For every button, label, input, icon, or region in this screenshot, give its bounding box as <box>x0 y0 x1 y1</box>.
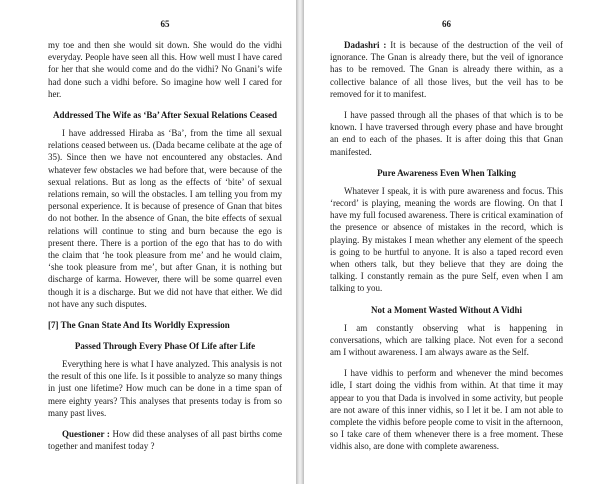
paragraph: my toe and then she would sit down. She would do the vidhi everyday. People have seen all this. How well must I have cared for her that she would come and do the vidhi? No Gnani’s wife had done such a vidhi before. So imagine how well I cared for her. <box>48 40 282 99</box>
paragraph: I have addressed Hiraba as ‘Ba’, from the time all sexual relations ceased between us. (Dada became celibate at the age of 35). Since then we have not encountered any obstacles. And whatever few obstacles we had before that, were because of the sexual relations. But as long as the effects of ‘bite’ of sexual relations remain, so will the obstacles. I am telling you from my personal experience. It is because of presence of Gnan that bites do not bother. In the absence of Gnan, the bite effects of sexual relations will continue to sting and burn because the ego is present there. There is a portion of the ego that has to do with the claim that ‘he took pleasure from me’ and he would claim, ‘she took pleasure from me’, but after Gnan, it is nothing but discharge of karma. However, there will be some quarrel even though it is a discharge. But we did not have that either. We did not have any such disputes. <box>48 128 282 309</box>
speaker-label: Dadashri : <box>344 40 387 50</box>
section-heading: Addressed The Wife as ‘Ba’ After Sexual Relations Ceased <box>52 110 277 121</box>
dialogue-paragraph <box>330 39 563 100</box>
paragraph: Whatever I speak, it is with pure awareness and focus. This ‘record’ is playing, meaning the words are flowing. On that I have my full focused awareness. There is critical examination of the presence or absence of mistakes in the record, which is playing. By mistakes I mean whether any element of the speech is going to be hurtful to anyone. It is also a taped record even when others talk, but they believe that they are doing the talking. I constantly remain as the pure Self, even when I am talking to you. <box>330 185 563 294</box>
dialogue-text: How did these analyses of all past births come together and manifest today ? <box>48 429 282 452</box>
paragraph: I have passed through all the phases of that which is to be known. I have traversed through every phase and have brought an end to each of the phases. It is after doing this that Gnan manifested. <box>330 110 563 157</box>
speaker-label: Questioner : <box>62 429 110 440</box>
section-heading: Pure Awareness Even When Talking <box>377 167 516 178</box>
page-number: 65 <box>160 19 170 29</box>
book-gutter <box>296 0 304 484</box>
paragraph: I have vidhis to perform and whenever the mind becomes idle, I start doing the vidhis from within. At that time it may appear to you that Dada is involved in some activity, but people are not aware of this inner vidhis, so I let it be. I am not able to complete the vidhis before people come to visit in the afternoon, so I take care of them whenever there is a free moment. These vidhis also, are done with complete awareness. <box>330 368 563 452</box>
left-page <box>0 0 296 484</box>
dialogue-paragraph <box>48 428 282 452</box>
dialogue-text: It is because of the destruction of the veil of ignorance. The Gnan is already there, but the veil of ignorance has to be removed. The Gnan is already there within, as a collective balance of all those lives, but the veil has to be removed for it to manifest. <box>330 40 563 99</box>
paragraph: Everything here is what I have analyzed. This analysis is not the result of this one life. Is it possible to analyze so many things in just one lifetime? How much can be done in a time span of mere eighty years? This analyses that presents today is from so many past lives. <box>48 359 282 418</box>
section-heading: Not a Moment Wasted Without A Vidhi <box>370 304 523 315</box>
section-heading: Passed Through Every Phase Of Life after Life <box>74 341 256 352</box>
paragraph: I am constantly observing what is happening in conversations, which are talking place. Not even for a second am I without awareness. I am always aware as the Self. <box>330 322 563 358</box>
right-page <box>304 0 599 484</box>
page-number: 66 <box>442 19 451 29</box>
chapter-heading: [7] The Gnan State And Its Worldly Expression <box>48 320 230 331</box>
